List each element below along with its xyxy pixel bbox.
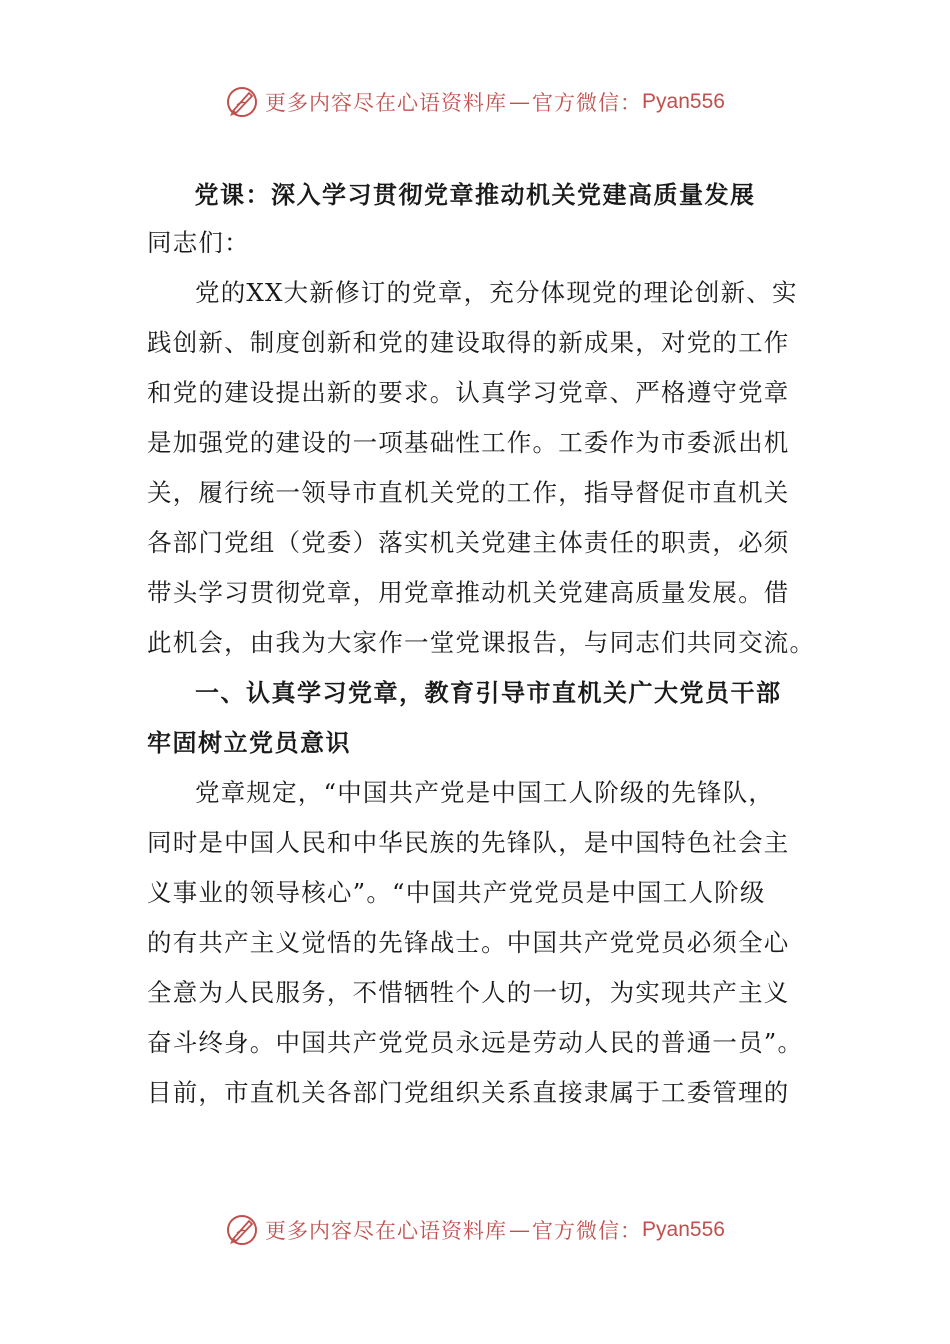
watermark-label: 官方微信： <box>532 91 643 115</box>
watermark-banner-bottom <box>0 1210 950 1250</box>
paragraph-line: 此机会，由我为大家作一堂党课报告，与同志们共同交流。 <box>147 628 816 657</box>
document-body <box>147 218 816 1118</box>
paragraph-line: 奋斗终身。中国共产党党员永远是劳动人民的普通一员”。 <box>147 1028 804 1057</box>
pen-logo-icon <box>225 1213 259 1247</box>
paragraph-line: 是加强党的建设的一项基础性工作。工委作为市委派出机 <box>147 428 790 457</box>
paragraph-line: 各部门党组（党委）落实机关党建主体责任的职责，必须 <box>147 528 790 557</box>
watermark-text: 更多内容尽在心语资料库 <box>265 1219 508 1243</box>
paragraph-line: 党章规定，“中国共产党是中国工人阶级的先锋队， <box>195 778 775 807</box>
watermark-id: Pyan556 <box>642 90 725 113</box>
paragraph-line: 带头学习贯彻党章，用党章推动机关党建高质量发展。借 <box>147 578 790 607</box>
salutation: 同志们： <box>147 228 250 257</box>
section-heading-1 <box>147 668 807 768</box>
watermark-banner-top <box>0 82 950 122</box>
heading-line: 牢固树立党员意识 <box>147 729 351 757</box>
paragraph-line: 党的XX大新修订的党章，充分体现党的理论创新、实 <box>195 278 798 307</box>
paragraph-line: 践创新、制度创新和党的建设取得的新成果，对党的工作 <box>147 328 790 357</box>
paragraph-1 <box>147 268 816 668</box>
watermark-label: 官方微信： <box>532 1219 643 1243</box>
watermark-separator: — <box>509 90 531 114</box>
document-title: 党课：深入学习贯彻党章推动机关党建高质量发展 <box>194 181 756 209</box>
heading-line: 一、认真学习党章，教育引导市直机关广大党员干部 <box>195 679 782 707</box>
watermark-separator: — <box>509 1218 531 1242</box>
paragraph-line: 同时是中国人民和中华民族的先锋队，是中国特色社会主 <box>147 828 790 857</box>
paragraph-line: 和党的建设提出新的要求。认真学习党章、严格遵守党章 <box>147 378 790 407</box>
paragraph-line: 关，履行统一领导市直机关党的工作，指导督促市直机关 <box>147 478 790 507</box>
paragraph-2 <box>147 768 807 1118</box>
paragraph-line: 义事业的领导核心”。“中国共产党党员是中国工人阶级 <box>147 878 766 907</box>
paragraph-line: 目前，市直机关各部门党组织关系直接隶属于工委管理的 <box>147 1078 790 1107</box>
pen-logo-icon <box>225 85 259 119</box>
watermark-id: Pyan556 <box>642 1218 725 1241</box>
paragraph-line: 的有共产主义觉悟的先锋战士。中国共产党党员必须全心 <box>147 928 790 957</box>
paragraph-line: 全意为人民服务，不惜牺牲个人的一切，为实现共产主义 <box>147 978 790 1007</box>
watermark-text: 更多内容尽在心语资料库 <box>265 91 508 115</box>
